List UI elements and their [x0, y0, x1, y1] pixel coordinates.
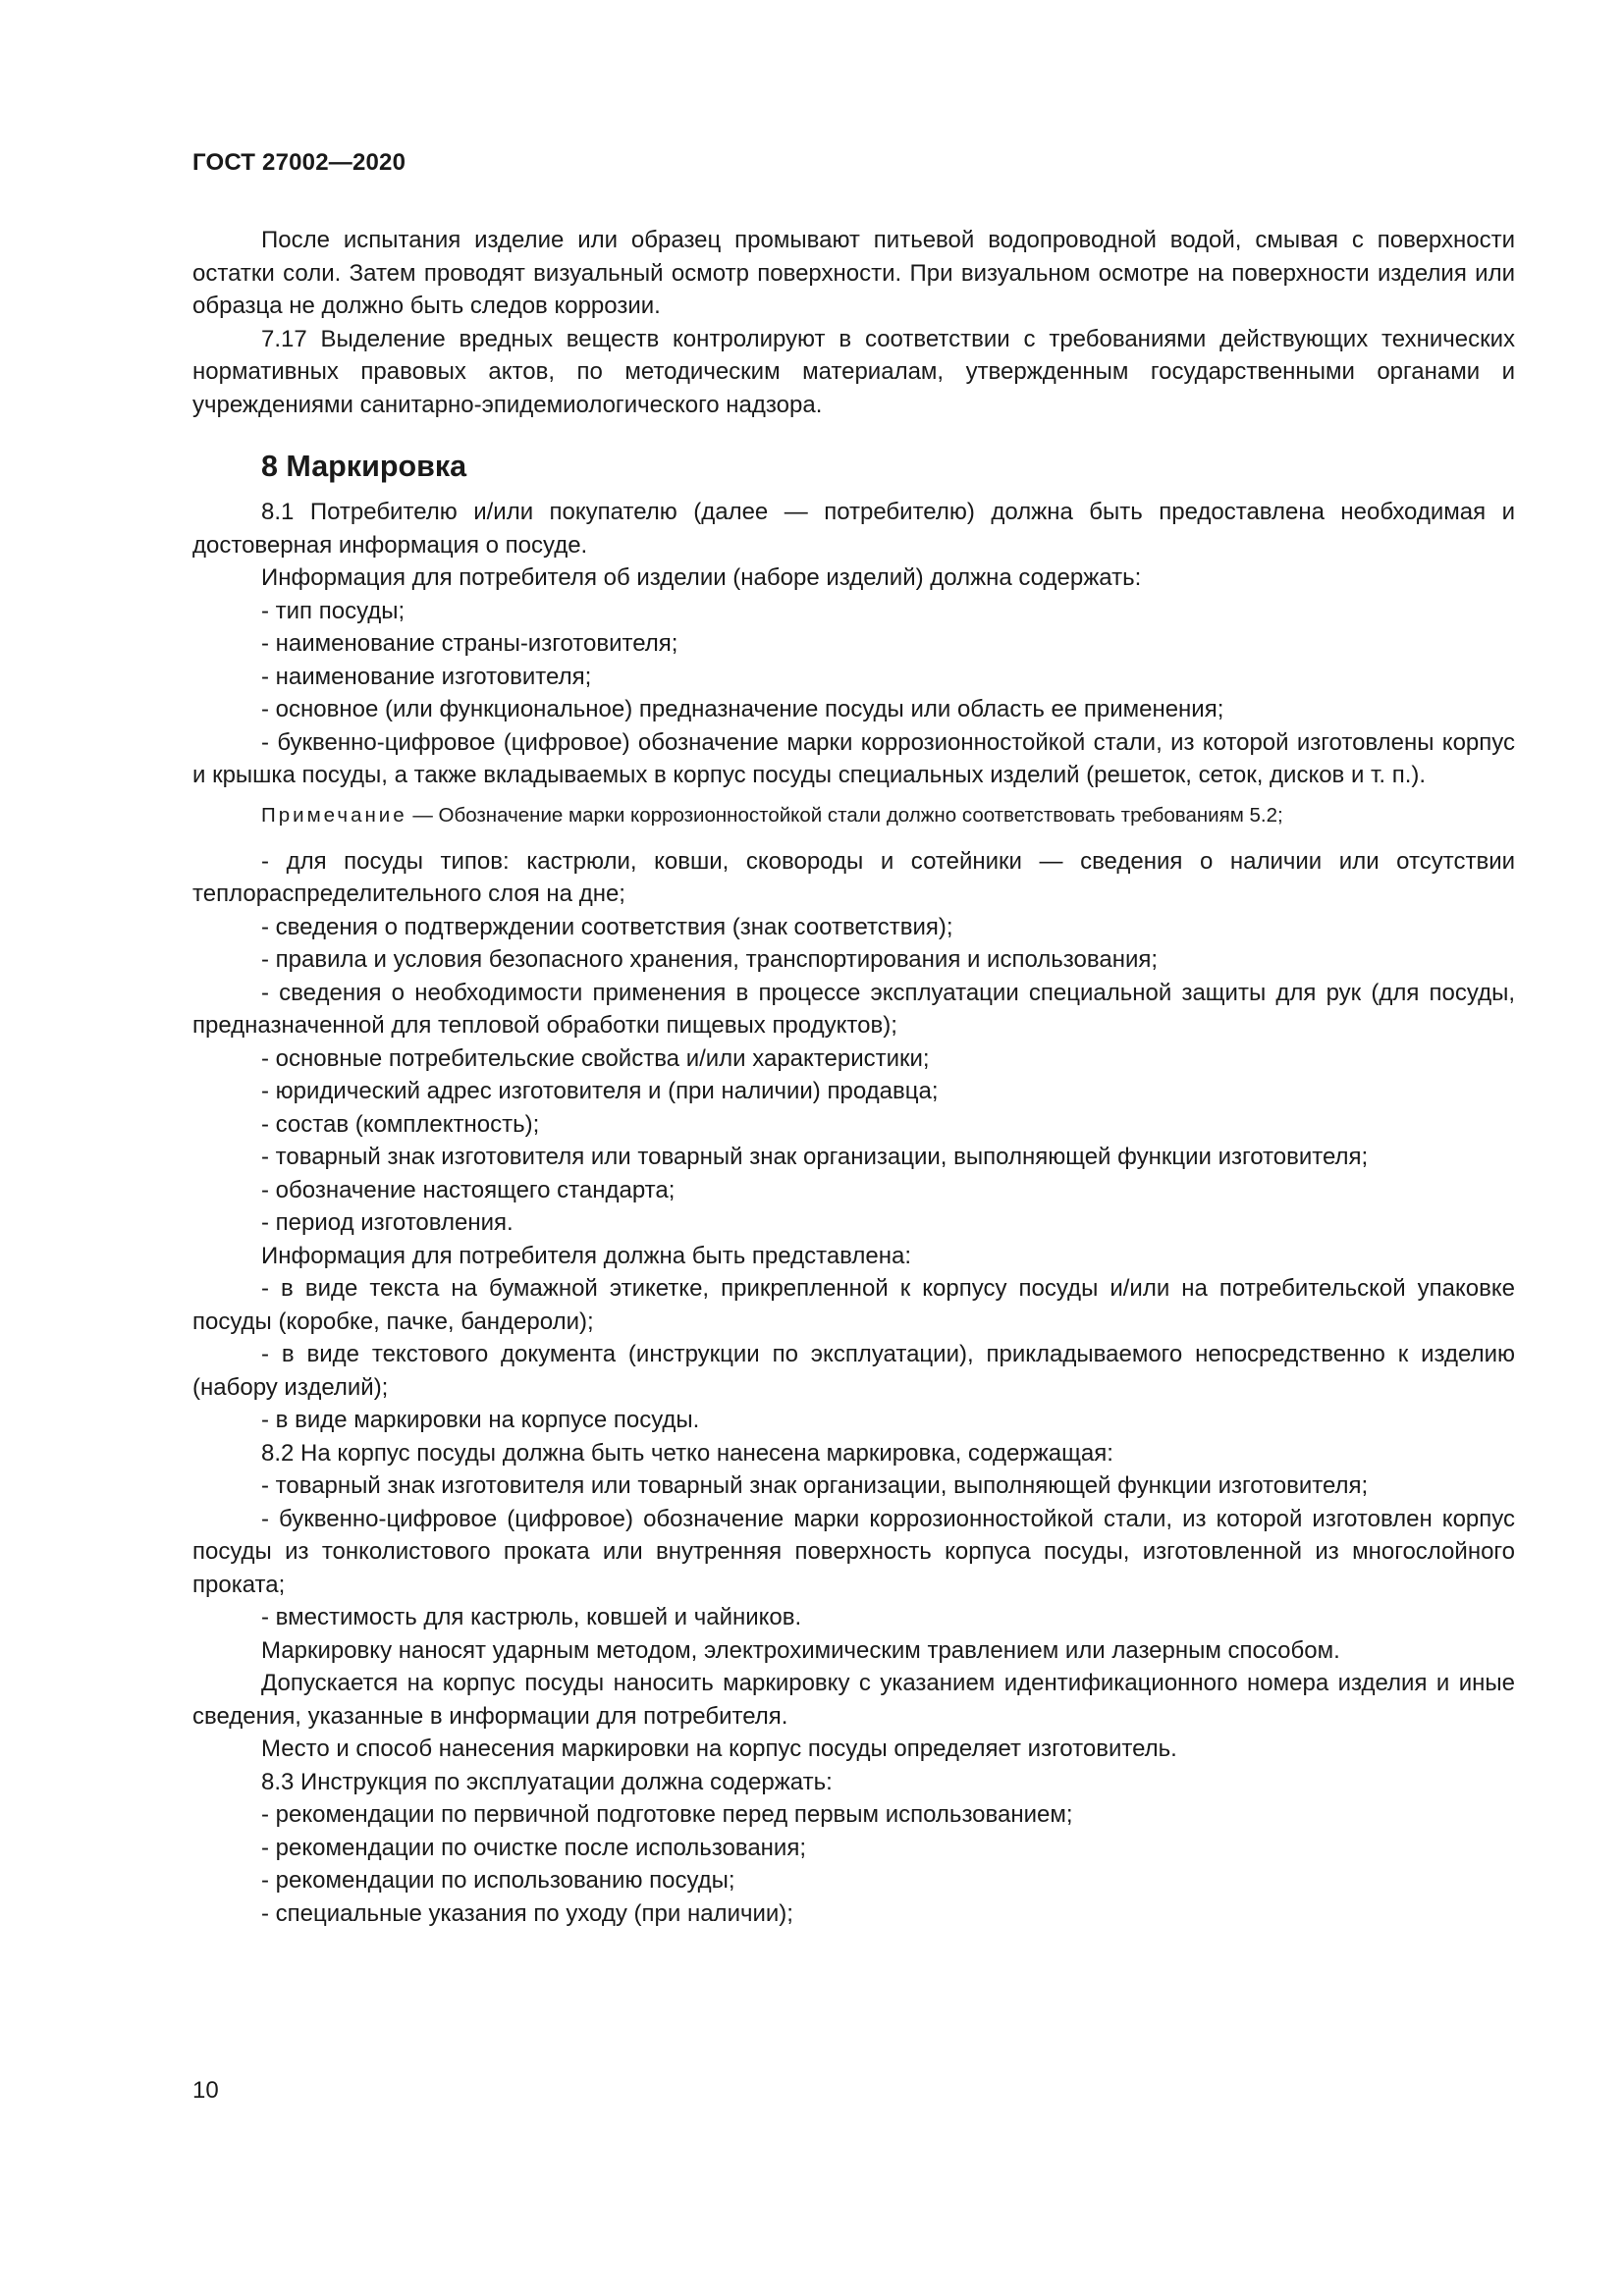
list-item: - сведения о подтверждении соответствия (знак соответствия); — [261, 913, 953, 940]
list-item: - правила и условия безопасного хранения, транспортирования и использования; — [261, 946, 1159, 973]
list-item: - в виде текстового документа (инструкции по эксплуатации), прикладываемого непосредственно к изделию (набору изделий); — [192, 1341, 1515, 1401]
list-item: - рекомендации по использованию посуды; — [261, 1867, 735, 1894]
paragraph-marking-method: Маркировку наносят ударным методом, электрохимическим травлением или лазерным способом. — [261, 1636, 1340, 1664]
list-item: - в виде маркировки на корпусе посуды. — [261, 1407, 700, 1433]
document-body — [192, 224, 1515, 1930]
list-item: - для посуды типов: кастрюли, ковши, сковороды и сотейники — сведения о наличии или отсутствии теплораспределительного слоя на дне; — [192, 847, 1515, 907]
list-item: - вместимость для кастрюль, ковшей и чайников. — [261, 1604, 802, 1630]
paragraph-place: Место и способ нанесения маркировки на корпус посуды определяет изготовитель. — [261, 1735, 1177, 1762]
list-item: - рекомендации по первичной подготовке перед первым использованием; — [261, 1801, 1073, 1828]
list-item: - буквенно-цифровое (цифровое) обозначение марки коррозионностойкой стали, из которой изготовлен корпус посуды из тонколистового проката или внутренняя поверхность корпуса посуды, изготовленной из многослойного проката; — [192, 1505, 1515, 1598]
list-item: - рекомендации по очистке после использования; — [261, 1834, 806, 1861]
paragraph-8-2: 8.2 На корпус посуды должна быть четко нанесена маркировка, содержащая: — [261, 1439, 1113, 1467]
paragraph-washing: После испытания изделие или образец промывают питьевой водопроводной водой, смывая с поверхности остатки соли. Затем проводят визуальный осмотр поверхности. При визуальном осмотре на поверхности изделия или образца не должно быть следов коррозии. — [192, 227, 1515, 319]
list-item: - юридический адрес изготовителя и (при наличии) продавца; — [261, 1078, 939, 1104]
page-number: 10 — [192, 2077, 219, 2104]
paragraph-present-intro: Информация для потребителя должна быть представлена: — [261, 1242, 911, 1269]
note-text: — Обозначение марки коррозионностойкой стали должно соответствовать требованиям 5.2; — [406, 803, 1283, 827]
list-item: - буквенно-цифровое (цифровое) обозначение марки коррозионностойкой стали, из которой изготовлены корпус и крышка посуды, а также вкладываемых в корпус посуды специальных изделий (решеток, сеток, дисков и т. п.). — [192, 728, 1515, 788]
info-list-1 — [192, 595, 1515, 792]
list-item: - состав (комплектность); — [261, 1110, 540, 1138]
paragraph-allowed: Допускается на корпус посуды наносить маркировку с указанием идентификационного номера изделия и иные сведения, указанные в информации для потребителя. — [192, 1670, 1515, 1730]
presentation-list — [192, 1272, 1515, 1437]
paragraph-info-intro: Информация для потребителя об изделии (наборе изделий) должна содержать: — [261, 564, 1142, 591]
list-item: - наименование страны-изготовителя; — [261, 630, 678, 657]
note-label: Примечание — [261, 803, 407, 827]
list-item: - тип посуды; — [261, 597, 406, 624]
paragraph-8-1: 8.1 Потребителю и/или покупателю (далее — потребителю) должна быть предоставлена необходимая и достоверная информация о посуде. — [192, 499, 1515, 559]
manual-list — [192, 1798, 1515, 1930]
list-item: - основные потребительские свойства и/или характеристики; — [261, 1044, 930, 1072]
list-item: - специальные указания по уходу (при наличии); — [261, 1899, 793, 1927]
list-item: - товарный знак изготовителя или товарный знак организации, выполняющей функции изготовителя; — [261, 1144, 1369, 1170]
section-heading-marking: 8 Маркировка — [261, 450, 467, 483]
list-item: - наименование изготовителя; — [261, 663, 592, 690]
paragraph-7-17: 7.17 Выделение вредных веществ контролируют в соответствии с требованиями действующих технических нормативных правовых актов, по методическим материалам, утвержденным государственными органами и учреждениями санитарно-эпидемиологического надзора. — [192, 325, 1515, 418]
list-item: - обозначение настоящего стандарта; — [261, 1176, 676, 1203]
paragraph-8-3: 8.3 Инструкция по эксплуатации должна содержать: — [261, 1768, 833, 1795]
info-list-2 — [192, 845, 1515, 1240]
note — [192, 802, 1515, 829]
list-item: - товарный знак изготовителя или товарный знак организации, выполняющей функции изготовителя; — [261, 1472, 1369, 1499]
list-item: - основное (или функциональное) предназначение посуды или область ее применения; — [261, 696, 1224, 722]
list-item: - в виде текста на бумажной этикетке, прикрепленной к корпусу посуды и/или на потребительской упаковке посуды (коробке, пачке, бандероли); — [192, 1275, 1515, 1335]
list-item: - сведения о необходимости применения в процессе эксплуатации специальной защиты для рук (для посуды, предназначенной для тепловой обработки пищевых продуктов); — [192, 979, 1515, 1039]
list-item: - период изготовления. — [261, 1209, 514, 1236]
marking-list — [192, 1469, 1515, 1634]
standard-designation: ГОСТ 27002—2020 — [192, 149, 406, 176]
